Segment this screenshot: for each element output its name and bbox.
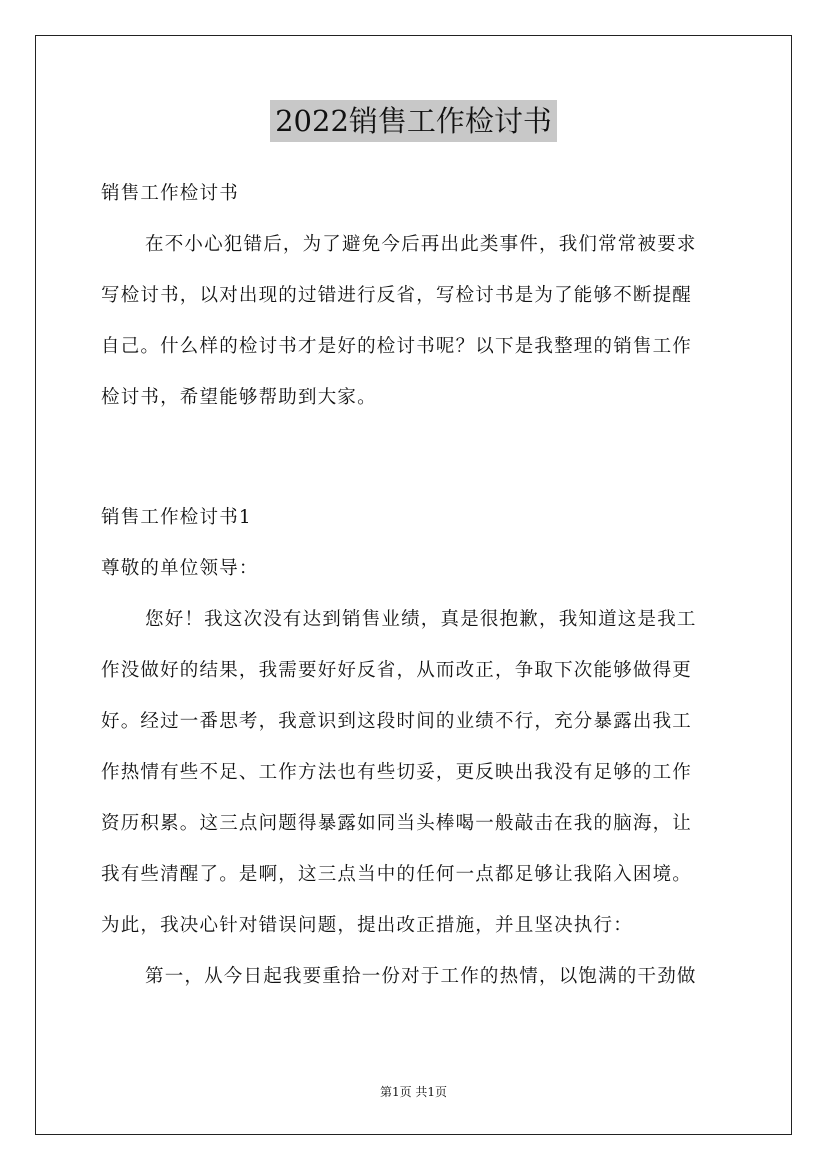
intro-line: 检讨书，希望能够帮助到大家。: [101, 387, 377, 408]
body-line: 作热情有些不足、工作方法也有些切妥，更反映出我没有足够的工作: [101, 762, 693, 783]
intro-line: 在不小心犯错后，为了避免今后再出此类事件，我们常常被要求: [145, 234, 697, 255]
body-line: 我有些清醒了。是啊，这三点当中的任何一点都足够让我陷入困境。: [101, 864, 693, 885]
section-heading: 销售工作检讨书1: [101, 507, 252, 528]
body-line: 您好！我这次没有达到销售业绩，真是很抱歉，我知道这是我工: [145, 609, 697, 630]
body-line: 第一，从今日起我要重拾一份对于工作的热情，以饱满的干劲做: [145, 966, 697, 987]
paragraph-gap: [101, 423, 731, 473]
body-line: 为此，我决心针对错误问题，提出改正措施，并且坚决执行：: [101, 915, 633, 936]
salutation: 尊敬的单位领导：: [101, 558, 259, 579]
intro-line: 写检讨书，以对出现的过错进行反省，写检讨书是为了能够不断提醒: [101, 285, 693, 306]
page-number: 第1页 共1页: [379, 1085, 448, 1099]
intro-line: 自己。什么样的检讨书才是好的检讨书呢？以下是我整理的销售工作: [101, 336, 693, 357]
body-line: 好。经过一番思考，我意识到这段时间的业绩不行，充分暴露出我工: [101, 711, 693, 732]
subtitle: 销售工作检讨书: [101, 183, 239, 204]
body-line: 作没做好的结果，我需要好好反省，从而改正，争取下次能够做得更: [101, 660, 693, 681]
paragraph-gap: [101, 473, 731, 492]
body-line: 资历积累。这三点问题得暴露如同当头棒喝一般敲击在我的脑海，让: [101, 813, 693, 834]
document-body: [101, 168, 731, 1002]
document-title: 2022销售工作检讨书: [270, 100, 557, 142]
